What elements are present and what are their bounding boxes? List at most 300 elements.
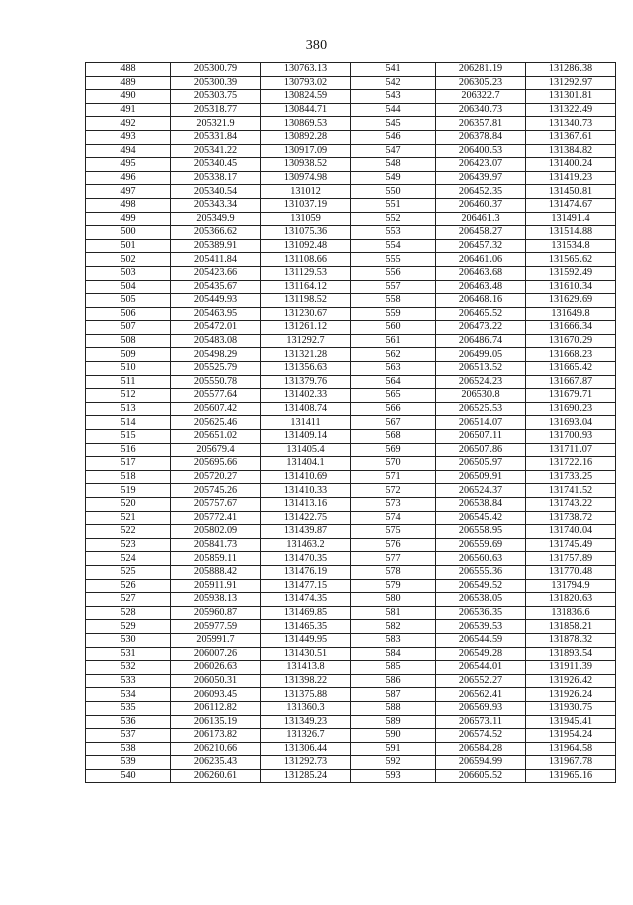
x-coordinate-cell: 206573.11 (436, 715, 526, 729)
x-coordinate-cell: 206457.32 (436, 239, 526, 253)
table-row (86, 117, 616, 131)
x-coordinate-cell: 206562.41 (436, 688, 526, 702)
x-coordinate-cell: 205802.09 (171, 525, 261, 539)
table-row (86, 307, 616, 321)
x-coordinate-cell: 206465.52 (436, 307, 526, 321)
y-coordinate-cell: 131430.51 (261, 647, 351, 661)
y-coordinate-cell: 131059 (261, 212, 351, 226)
y-coordinate-cell: 130974.98 (261, 171, 351, 185)
y-coordinate-cell: 131326.7 (261, 729, 351, 743)
page-number: 380 (305, 38, 328, 53)
y-coordinate-cell: 131693.04 (526, 416, 616, 430)
x-coordinate-cell: 205340.54 (171, 185, 261, 199)
point-number-cell: 535 (86, 701, 171, 715)
x-coordinate-cell: 205303.75 (171, 90, 261, 104)
x-coordinate-cell: 206210.66 (171, 742, 261, 756)
point-number-cell: 544 (351, 103, 436, 117)
table-row (86, 729, 616, 743)
point-number-cell: 562 (351, 348, 436, 362)
x-coordinate-cell: 205651.02 (171, 430, 261, 444)
table-row (86, 253, 616, 267)
y-coordinate-cell: 131398.22 (261, 674, 351, 688)
table-row (86, 76, 616, 90)
point-number-cell: 556 (351, 266, 436, 280)
x-coordinate-cell: 205679.4 (171, 443, 261, 457)
x-coordinate-cell: 205343.34 (171, 198, 261, 212)
x-coordinate-cell: 206112.82 (171, 701, 261, 715)
point-number-cell: 538 (86, 742, 171, 756)
table-row (86, 674, 616, 688)
y-coordinate-cell: 131926.24 (526, 688, 616, 702)
point-number-cell: 532 (86, 661, 171, 675)
point-number-cell: 565 (351, 389, 436, 403)
y-coordinate-cell: 131469.85 (261, 606, 351, 620)
table-row (86, 470, 616, 484)
y-coordinate-cell: 131404.1 (261, 457, 351, 471)
x-coordinate-cell: 206538.84 (436, 498, 526, 512)
y-coordinate-cell: 131322.49 (526, 103, 616, 117)
y-coordinate-cell: 131410.69 (261, 470, 351, 484)
point-number-cell: 514 (86, 416, 171, 430)
y-coordinate-cell: 131413.8 (261, 661, 351, 675)
y-coordinate-cell: 131450.81 (526, 185, 616, 199)
table-row (86, 430, 616, 444)
table-row (86, 294, 616, 308)
point-number-cell: 568 (351, 430, 436, 444)
table-row (86, 212, 616, 226)
y-coordinate-cell: 131474.67 (526, 198, 616, 212)
table-row (86, 416, 616, 430)
x-coordinate-cell: 205911.91 (171, 579, 261, 593)
y-coordinate-cell: 131470.35 (261, 552, 351, 566)
point-number-cell: 558 (351, 294, 436, 308)
y-coordinate-cell: 131164.12 (261, 280, 351, 294)
table-row (86, 266, 616, 280)
y-coordinate-cell: 131439.87 (261, 525, 351, 539)
point-number-cell: 587 (351, 688, 436, 702)
y-coordinate-cell: 131301.81 (526, 90, 616, 104)
point-number-cell: 551 (351, 198, 436, 212)
point-number-cell: 517 (86, 457, 171, 471)
y-coordinate-cell: 131954.24 (526, 729, 616, 743)
x-coordinate-cell: 206007.26 (171, 647, 261, 661)
point-number-cell: 566 (351, 402, 436, 416)
y-coordinate-cell: 131075.36 (261, 226, 351, 240)
x-coordinate-cell: 206050.31 (171, 674, 261, 688)
point-number-cell: 520 (86, 498, 171, 512)
table-row (86, 402, 616, 416)
point-number-cell: 571 (351, 470, 436, 484)
x-coordinate-cell: 205423.66 (171, 266, 261, 280)
x-coordinate-cell: 205300.39 (171, 76, 261, 90)
point-number-cell: 508 (86, 334, 171, 348)
y-coordinate-cell: 131409.14 (261, 430, 351, 444)
y-coordinate-cell: 131286.38 (526, 63, 616, 77)
table-row (86, 198, 616, 212)
y-coordinate-cell: 131413.16 (261, 498, 351, 512)
x-coordinate-cell: 206463.68 (436, 266, 526, 280)
x-coordinate-cell: 206513.52 (436, 362, 526, 376)
point-number-cell: 541 (351, 63, 436, 77)
x-coordinate-cell: 206505.97 (436, 457, 526, 471)
x-coordinate-cell: 205625.46 (171, 416, 261, 430)
point-number-cell: 501 (86, 239, 171, 253)
y-coordinate-cell: 131878.32 (526, 633, 616, 647)
table-row (86, 552, 616, 566)
x-coordinate-cell: 206173.82 (171, 729, 261, 743)
x-coordinate-cell: 205321.9 (171, 117, 261, 131)
y-coordinate-cell: 130938.52 (261, 158, 351, 172)
point-number-cell: 513 (86, 402, 171, 416)
point-number-cell: 531 (86, 647, 171, 661)
point-number-cell: 542 (351, 76, 436, 90)
y-coordinate-cell: 131858.21 (526, 620, 616, 634)
x-coordinate-cell: 205888.42 (171, 565, 261, 579)
point-number-cell: 567 (351, 416, 436, 430)
x-coordinate-cell: 206545.42 (436, 511, 526, 525)
table-row (86, 525, 616, 539)
table-row (86, 756, 616, 770)
point-number-cell: 491 (86, 103, 171, 117)
table-row (86, 144, 616, 158)
x-coordinate-cell: 206423.07 (436, 158, 526, 172)
x-coordinate-cell: 206468.16 (436, 294, 526, 308)
x-coordinate-cell: 206560.63 (436, 552, 526, 566)
table-row (86, 443, 616, 457)
y-coordinate-cell: 131820.63 (526, 593, 616, 607)
table-row (86, 171, 616, 185)
table-row (86, 688, 616, 702)
x-coordinate-cell: 205498.29 (171, 348, 261, 362)
y-coordinate-cell: 131474.35 (261, 593, 351, 607)
x-coordinate-cell: 206305.23 (436, 76, 526, 90)
y-coordinate-cell: 131711.07 (526, 443, 616, 457)
point-number-cell: 534 (86, 688, 171, 702)
y-coordinate-cell: 131410.33 (261, 484, 351, 498)
point-number-cell: 564 (351, 375, 436, 389)
point-number-cell: 518 (86, 470, 171, 484)
y-coordinate-cell: 131321.28 (261, 348, 351, 362)
point-number-cell: 573 (351, 498, 436, 512)
x-coordinate-cell: 206569.93 (436, 701, 526, 715)
x-coordinate-cell: 206524.37 (436, 484, 526, 498)
y-coordinate-cell: 131400.24 (526, 158, 616, 172)
x-coordinate-cell: 206555.36 (436, 565, 526, 579)
x-coordinate-cell: 206340.73 (436, 103, 526, 117)
table-row (86, 769, 616, 783)
y-coordinate-cell: 131422.75 (261, 511, 351, 525)
point-number-cell: 502 (86, 253, 171, 267)
x-coordinate-cell: 206499.05 (436, 348, 526, 362)
y-coordinate-cell: 131092.48 (261, 239, 351, 253)
table-row (86, 457, 616, 471)
x-coordinate-cell: 205349.9 (171, 212, 261, 226)
x-coordinate-cell: 206509.91 (436, 470, 526, 484)
table-row (86, 103, 616, 117)
y-coordinate-cell: 131743.22 (526, 498, 616, 512)
point-number-cell: 499 (86, 212, 171, 226)
point-number-cell: 498 (86, 198, 171, 212)
point-number-cell: 583 (351, 633, 436, 647)
point-number-cell: 489 (86, 76, 171, 90)
x-coordinate-cell: 205695.66 (171, 457, 261, 471)
table-row (86, 606, 616, 620)
point-number-cell: 515 (86, 430, 171, 444)
y-coordinate-cell: 131665.42 (526, 362, 616, 376)
y-coordinate-cell: 131629.69 (526, 294, 616, 308)
x-coordinate-cell: 206552.27 (436, 674, 526, 688)
table-row (86, 375, 616, 389)
point-number-cell: 528 (86, 606, 171, 620)
x-coordinate-cell: 206524.23 (436, 375, 526, 389)
x-coordinate-cell: 205318.77 (171, 103, 261, 117)
point-number-cell: 569 (351, 443, 436, 457)
x-coordinate-cell: 206514.07 (436, 416, 526, 430)
x-coordinate-cell: 205745.26 (171, 484, 261, 498)
y-coordinate-cell: 131965.16 (526, 769, 616, 783)
point-number-cell: 497 (86, 185, 171, 199)
table-row (86, 63, 616, 77)
point-number-cell: 540 (86, 769, 171, 783)
point-number-cell: 545 (351, 117, 436, 131)
x-coordinate-cell: 205389.91 (171, 239, 261, 253)
y-coordinate-cell: 131514.88 (526, 226, 616, 240)
point-number-cell: 554 (351, 239, 436, 253)
y-coordinate-cell: 131491.4 (526, 212, 616, 226)
point-number-cell: 585 (351, 661, 436, 675)
x-coordinate-cell: 205720.27 (171, 470, 261, 484)
y-coordinate-cell: 131690.23 (526, 402, 616, 416)
x-coordinate-cell: 206549.52 (436, 579, 526, 593)
y-coordinate-cell: 131476.19 (261, 565, 351, 579)
x-coordinate-cell: 206235.43 (171, 756, 261, 770)
point-number-cell: 561 (351, 334, 436, 348)
x-coordinate-cell: 205341.22 (171, 144, 261, 158)
table-row (86, 280, 616, 294)
y-coordinate-cell: 131770.48 (526, 565, 616, 579)
point-number-cell: 530 (86, 633, 171, 647)
point-number-cell: 510 (86, 362, 171, 376)
point-number-cell: 580 (351, 593, 436, 607)
x-coordinate-cell: 206605.52 (436, 769, 526, 783)
x-coordinate-cell: 205449.93 (171, 294, 261, 308)
y-coordinate-cell: 131408.74 (261, 402, 351, 416)
point-number-cell: 549 (351, 171, 436, 185)
y-coordinate-cell: 131610.34 (526, 280, 616, 294)
point-number-cell: 555 (351, 253, 436, 267)
y-coordinate-cell: 131384.82 (526, 144, 616, 158)
y-coordinate-cell: 130763.13 (261, 63, 351, 77)
y-coordinate-cell: 131565.62 (526, 253, 616, 267)
table-row (86, 661, 616, 675)
y-coordinate-cell: 131356.63 (261, 362, 351, 376)
point-number-cell: 537 (86, 729, 171, 743)
point-number-cell: 500 (86, 226, 171, 240)
point-number-cell: 507 (86, 321, 171, 335)
y-coordinate-cell: 131405.4 (261, 443, 351, 457)
table-row (86, 90, 616, 104)
x-coordinate-cell: 205977.59 (171, 620, 261, 634)
point-number-cell: 496 (86, 171, 171, 185)
x-coordinate-cell: 206486.74 (436, 334, 526, 348)
point-number-cell: 581 (351, 606, 436, 620)
x-coordinate-cell: 205340.45 (171, 158, 261, 172)
y-coordinate-cell: 131477.15 (261, 579, 351, 593)
y-coordinate-cell: 131465.35 (261, 620, 351, 634)
point-number-cell: 589 (351, 715, 436, 729)
y-coordinate-cell: 131722.16 (526, 457, 616, 471)
point-number-cell: 578 (351, 565, 436, 579)
x-coordinate-cell: 206378.84 (436, 130, 526, 144)
table-row (86, 538, 616, 552)
point-number-cell: 509 (86, 348, 171, 362)
y-coordinate-cell: 131292.97 (526, 76, 616, 90)
y-coordinate-cell: 130917.09 (261, 144, 351, 158)
point-number-cell: 553 (351, 226, 436, 240)
point-number-cell: 593 (351, 769, 436, 783)
point-number-cell: 577 (351, 552, 436, 566)
point-number-cell: 546 (351, 130, 436, 144)
x-coordinate-cell: 206544.01 (436, 661, 526, 675)
x-coordinate-cell: 205483.08 (171, 334, 261, 348)
y-coordinate-cell: 131666.34 (526, 321, 616, 335)
x-coordinate-cell: 206093.45 (171, 688, 261, 702)
y-coordinate-cell: 131926.42 (526, 674, 616, 688)
point-number-cell: 584 (351, 647, 436, 661)
y-coordinate-cell: 131741.52 (526, 484, 616, 498)
x-coordinate-cell: 206400.53 (436, 144, 526, 158)
y-coordinate-cell: 131745.49 (526, 538, 616, 552)
y-coordinate-cell: 130824.59 (261, 90, 351, 104)
table-row (86, 334, 616, 348)
point-number-cell: 591 (351, 742, 436, 756)
x-coordinate-cell: 206530.8 (436, 389, 526, 403)
y-coordinate-cell: 131198.52 (261, 294, 351, 308)
x-coordinate-cell: 205550.78 (171, 375, 261, 389)
point-number-cell: 505 (86, 294, 171, 308)
y-coordinate-cell: 131306.44 (261, 742, 351, 756)
y-coordinate-cell: 130793.02 (261, 76, 351, 90)
x-coordinate-cell: 206544.59 (436, 633, 526, 647)
x-coordinate-cell: 206549.28 (436, 647, 526, 661)
point-number-cell: 527 (86, 593, 171, 607)
point-number-cell: 548 (351, 158, 436, 172)
point-number-cell: 560 (351, 321, 436, 335)
point-number-cell: 579 (351, 579, 436, 593)
table-row (86, 484, 616, 498)
x-coordinate-cell: 205331.84 (171, 130, 261, 144)
x-coordinate-cell: 206525.53 (436, 402, 526, 416)
y-coordinate-cell: 131292.73 (261, 756, 351, 770)
point-number-cell: 526 (86, 579, 171, 593)
table-row (86, 226, 616, 240)
y-coordinate-cell: 131360.3 (261, 701, 351, 715)
point-number-cell: 563 (351, 362, 436, 376)
point-number-cell: 533 (86, 674, 171, 688)
point-number-cell: 495 (86, 158, 171, 172)
point-number-cell: 552 (351, 212, 436, 226)
point-number-cell: 516 (86, 443, 171, 457)
point-number-cell: 575 (351, 525, 436, 539)
y-coordinate-cell: 131738.72 (526, 511, 616, 525)
point-number-cell: 574 (351, 511, 436, 525)
y-coordinate-cell: 131349.23 (261, 715, 351, 729)
point-number-cell: 576 (351, 538, 436, 552)
point-number-cell: 557 (351, 280, 436, 294)
y-coordinate-cell: 131649.8 (526, 307, 616, 321)
x-coordinate-cell: 205938.13 (171, 593, 261, 607)
table-row (86, 620, 616, 634)
y-coordinate-cell: 131592.49 (526, 266, 616, 280)
point-number-cell: 519 (86, 484, 171, 498)
y-coordinate-cell: 131463.2 (261, 538, 351, 552)
x-coordinate-cell: 206507.86 (436, 443, 526, 457)
x-coordinate-cell: 205463.95 (171, 307, 261, 321)
y-coordinate-cell: 131945.41 (526, 715, 616, 729)
table-row (86, 321, 616, 335)
x-coordinate-cell: 206538.05 (436, 593, 526, 607)
table-row (86, 511, 616, 525)
x-coordinate-cell: 206461.06 (436, 253, 526, 267)
point-number-cell: 536 (86, 715, 171, 729)
x-coordinate-cell: 206558.95 (436, 525, 526, 539)
x-coordinate-cell: 206559.69 (436, 538, 526, 552)
point-number-cell: 503 (86, 266, 171, 280)
x-coordinate-cell: 205338.17 (171, 171, 261, 185)
y-coordinate-cell: 131794.9 (526, 579, 616, 593)
x-coordinate-cell: 206281.19 (436, 63, 526, 77)
x-coordinate-cell: 205472.01 (171, 321, 261, 335)
x-coordinate-cell: 205859.11 (171, 552, 261, 566)
point-number-cell: 488 (86, 63, 171, 77)
x-coordinate-cell: 206539.53 (436, 620, 526, 634)
x-coordinate-cell: 206461.3 (436, 212, 526, 226)
table-row (86, 362, 616, 376)
x-coordinate-cell: 205841.73 (171, 538, 261, 552)
x-coordinate-cell: 206536.35 (436, 606, 526, 620)
y-coordinate-cell: 131285.24 (261, 769, 351, 783)
x-coordinate-cell: 206473.22 (436, 321, 526, 335)
table-row (86, 742, 616, 756)
x-coordinate-cell: 205607.42 (171, 402, 261, 416)
table-row (86, 593, 616, 607)
point-number-cell: 521 (86, 511, 171, 525)
point-number-cell: 582 (351, 620, 436, 634)
y-coordinate-cell: 131667.87 (526, 375, 616, 389)
y-coordinate-cell: 131893.54 (526, 647, 616, 661)
x-coordinate-cell: 206584.28 (436, 742, 526, 756)
table-row (86, 389, 616, 403)
point-number-cell: 493 (86, 130, 171, 144)
y-coordinate-cell: 130869.53 (261, 117, 351, 131)
table-row (86, 647, 616, 661)
x-coordinate-cell: 205366.62 (171, 226, 261, 240)
y-coordinate-cell: 131402.33 (261, 389, 351, 403)
point-number-cell: 572 (351, 484, 436, 498)
coordinates-table (85, 62, 616, 783)
y-coordinate-cell: 131012 (261, 185, 351, 199)
x-coordinate-cell: 206574.52 (436, 729, 526, 743)
x-coordinate-cell: 205991.7 (171, 633, 261, 647)
point-number-cell: 529 (86, 620, 171, 634)
y-coordinate-cell: 130844.71 (261, 103, 351, 117)
y-coordinate-cell: 131930.75 (526, 701, 616, 715)
point-number-cell: 590 (351, 729, 436, 743)
x-coordinate-cell: 206460.37 (436, 198, 526, 212)
y-coordinate-cell: 131375.88 (261, 688, 351, 702)
y-coordinate-cell: 131108.66 (261, 253, 351, 267)
y-coordinate-cell: 131836.6 (526, 606, 616, 620)
